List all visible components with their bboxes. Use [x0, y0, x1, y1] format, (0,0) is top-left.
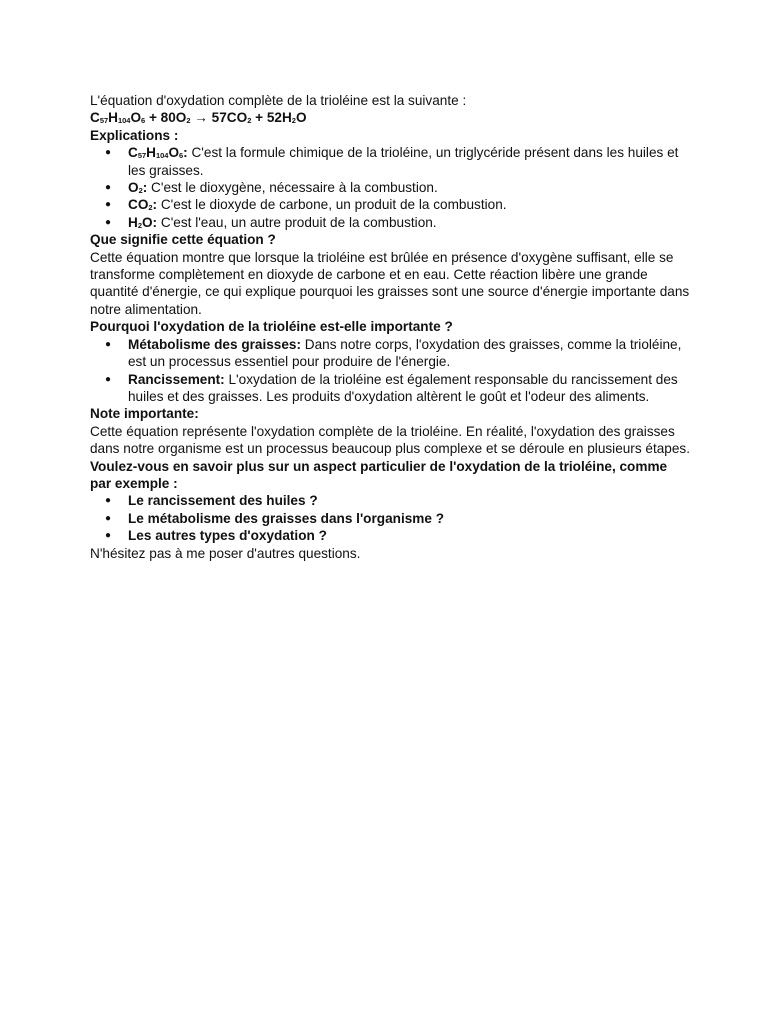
equation-part: + 80O [145, 110, 187, 126]
closing-text: N'hésitez pas à me poser d'autres questions. [90, 545, 361, 561]
question-list [90, 492, 690, 544]
element-o: O [130, 110, 142, 126]
list-item: ● H2O: C'est l'eau, un autre produit de la combustion. [90, 214, 690, 231]
list-item: ● Les autres types d'oxydation ? [90, 527, 690, 544]
element-c: C [90, 110, 100, 126]
list-item: ● O2: C'est le dioxygène, nécessaire à la combustion. [90, 179, 690, 196]
equation-part: O [295, 110, 307, 126]
element-h: H [108, 110, 118, 126]
subscript: 57 [99, 116, 109, 126]
list-item: ● Métabolisme des graisses: Dans notre corps, l'oxydation des graisses, comme la trioléine, est un processus essentiel pour produire de l'énergie. [90, 336, 690, 371]
subscript: 2 [291, 116, 296, 126]
chemical-equation [90, 109, 690, 126]
section-heading: Voulez-vous en savoir plus sur un aspect particulier de l'oxydation de la trioléine, comme par exemple : [90, 458, 668, 491]
paragraph: Cette équation représente l'oxydation complète de la trioléine. En réalité, l'oxydation des graisses dans notre organisme est un processus beaucoup plus complexe et se déroule en plusieurs étapes. [90, 423, 691, 457]
list-item: ● CO2: C'est le dioxyde de carbone, un produit de la combustion. [90, 196, 690, 213]
list-item: ● Le rancissement des huiles ? [90, 492, 690, 509]
subscript: 104 [117, 116, 131, 126]
intro-text: L'équation d'oxydation complète de la trioléine est la suivante : [90, 93, 467, 108]
paragraph: Cette équation montre que lorsque la trioléine est brûlée en présence d'oxygène suffisant, elle se transforme complètement en dioxyde de carbone et en eau. Cette réaction libère une grande quantité d'énergie, ce qui explique pourquoi les graisses sont une source d'énergie importante dans notre alimentation. [90, 249, 690, 317]
list-item: ● C57H104O6: C'est la formule chimique de la trioléine, un triglycéride présent dans les huiles et les graisses. [90, 144, 690, 179]
subscript: 2 [247, 116, 252, 126]
importance-list [90, 336, 690, 406]
list-item: ● Rancissement: L'oxydation de la trioléine est également responsable du rancissement des huiles et des graisses. Les produits d'oxydation altèrent le goût et l'odeur des aliments. [90, 371, 690, 406]
equation-part: + 52H [251, 110, 292, 126]
section-heading: Pourquoi l'oxydation de la trioléine est-elle importante ? [90, 319, 453, 335]
subscript: 6 [141, 116, 146, 126]
list-item: ● Le métabolisme des graisses dans l'organisme ? [90, 510, 690, 527]
explications-list [90, 144, 690, 231]
section-heading: Note importante: [90, 406, 199, 422]
document-page [90, 92, 690, 562]
explications-heading: Explications : [90, 127, 179, 143]
equation-arrow-part: → 57CO [190, 110, 248, 126]
subscript: 2 [186, 116, 191, 126]
section-heading: Que signifie cette équation ? [90, 232, 276, 248]
